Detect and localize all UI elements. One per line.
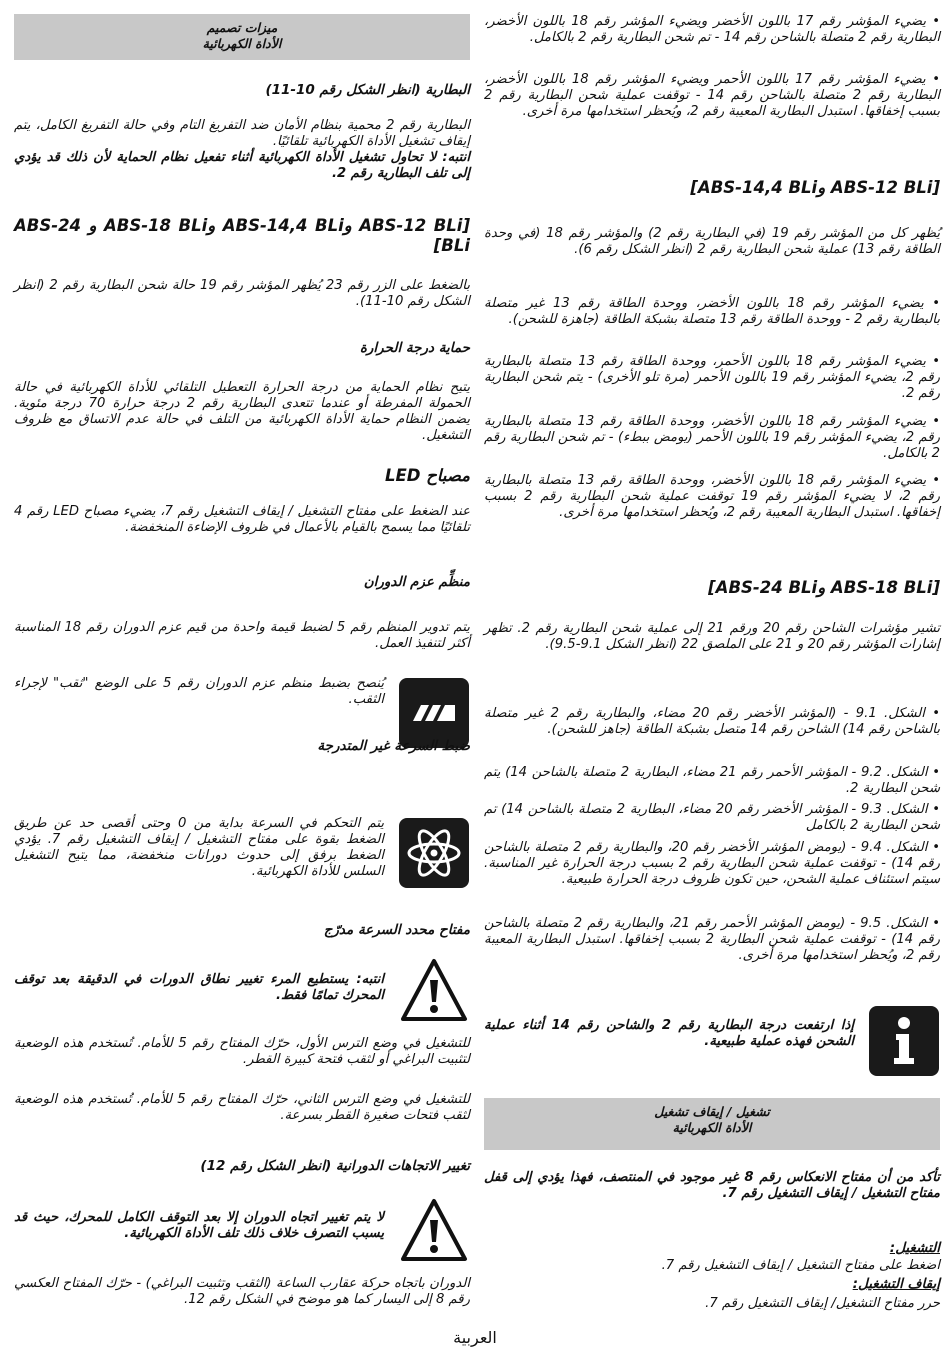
status-bullet: • الشكل. 9.5 - (يومض المؤشر الأحمر رقم 21، والبطارية رقم 2 متصلة بالشاحن رقم 14) - توقفت عملية شحن البطارية 2 بسبب إخفاقها. استبدل البطارية المعيبة رقم 2، ويُحظر استخدامها مرة أخرى.	[484, 916, 941, 963]
status-bullet: • الشكل. 9.2 - المؤشر الأحمر رقم 21 مضاء، البطارية 2 متصلة بالشاحن 14) يتم شحن البطارية 2.	[484, 765, 940, 796]
paragraph: للتشغيل في وضع الترس الأول، حرّك المفتاح رقم 5 للأمام. تُستخدم هذه الوضعية لتثبيت البراغي أو لثقب فتحة كبيرة القطر.	[14, 1036, 470, 1067]
warning-text: تأكد من أن مفتاح الانعكاس رقم 8 غير موجود في المنتصف، فهذا يؤدي إلى قفل مفتاح التشغيل / إيقاف التشغيل رقم 7.	[484, 1170, 940, 1201]
box-subtitle: الأداة الكهربائية	[202, 36, 282, 51]
warning-triangle-icon	[399, 956, 469, 1026]
status-bullet: • يضيء المؤشر رقم 17 باللون الأحمر ويضيء المؤشر رقم 18 باللون الأخضر، البطارية رقم 2 متصلة بالشاحن رقم 14 - توقفت عملية شحن البطارية رقم 2 بسبب إخفاقها. استبدل البطارية المعيبة رقم 2، ويُحظر استخدامها مرة أخرى.	[484, 72, 941, 119]
status-bullet: • الشكل. 9.3 - المؤشر الأخضر رقم 20 مضاء، البطارية 2 متصلة بالشاحن 14) تم شحن البطارية 2 بالكامل	[484, 802, 940, 833]
section-heading: [ABS-18 BLi وABS-24 BLi]	[708, 578, 940, 597]
paragraph: عند الضغط على مفتاح التشغيل / إيقاف التشغيل رقم 7، يضيء مصباح LED رقم 4 تلقائيًا مما يسمح بالقيام بالأعمال في ظروف الإضاءة المنخفضة.	[14, 504, 470, 535]
paragraph: البطارية رقم 2 محمية بنظام الأمان ضد التفريغ التام وفي حالة التفريغ الكامل، يتم إيقاف تشغيل الأداة الكهربائية تلقائيًا.	[14, 118, 470, 149]
section-heading: حماية درجة الحرارة	[359, 340, 470, 356]
box-title: ميزات تصميم	[206, 20, 278, 35]
status-bullet: • يضيء المؤشر رقم 18 باللون الأخضر، ووحدة الطاقة رقم 13 متصلة بالبطارية رقم 2، لا يضيء المؤشر رقم 19 توقفت عملية شحن البطارية رقم 2 بسبب إخفاقها. استبدل البطارية المعيبة رقم 2، ويُحظر استخدامها مرة أخرى.	[484, 473, 940, 520]
paragraph: تشير مؤشرات الشاحن رقم 20 ورقم 21 إلى عملية شحن البطارية رقم 2. تظهر إشارات المؤشر رقم 20 و 21 على الملصق 22 (انظر الشكل 9.1-9.5).	[484, 621, 941, 652]
box-title: تشغيل / إيقاف تشغيل	[654, 1104, 770, 1119]
page-footer-language: العربية	[453, 1328, 497, 1347]
section-heading: ضبط السرعة غير المتدرجة	[317, 738, 470, 754]
section-box-onoff	[484, 1098, 940, 1150]
warning-triangle-icon	[399, 1196, 469, 1266]
section-heading: مصباح LED	[384, 466, 470, 485]
paragraph: يُنصح بضبط منظم عزم الدوران رقم 5 على الوضع "ثقب" لإجراء الثقب.	[14, 676, 384, 707]
section-heading: مفتاح محدد السرعة مدرّج	[323, 922, 470, 938]
warning-text: انتبه: يستطيع المرء تغيير نطاق الدورات في الدقيقة بعد توقف المحرك تمامًا فقط.	[14, 972, 384, 1003]
status-bullet: • الشكل. 9.1 - (المؤشر الأخضر رقم 20 مضاء، والبطارية رقم 2 غير متصلة بالشاحن رقم 14) الشاحن رقم 14 متصل بشبكة الطاقة (جاهز للشحن).	[484, 706, 940, 737]
section-heading: البطارية (انظر الشكل رقم 10-11)	[265, 82, 470, 98]
paragraph: يُظهر كل من المؤشر رقم 19 (في البطارية رقم 2) والمؤشر رقم 18 (في وحدة الطاقة رقم 13) عملية شحن البطارية رقم 2 (انظر الشكل رقم 6).	[484, 226, 941, 257]
section-heading: [ABS-12 BLi وABS-14,4 BLi وABS-18 BLi و ABS-24 BLi]	[14, 216, 471, 255]
warning-text: انتبه: لا تحاول تشغيل الأداة الكهربائية أثناء تفعيل نظام الحماية لأن ذلك قد يؤدي إلى تلف البطارية رقم 2.	[14, 150, 470, 181]
info-icon	[869, 1006, 939, 1076]
section-box-design	[14, 14, 470, 60]
paragraph: بالضغط على الزر رقم 23 يُظهر المؤشر رقم 19 حالة شحن البطارية رقم 2 (انظر الشكل رقم 10-11).	[14, 278, 470, 309]
status-bullet: • الشكل. 9.4 - (يومض المؤشر الأخضر رقم 20، والبطارية رقم 2 متصلة بالشاحن رقم 14) - توقفت عملية شحن البطارية رقم 2 بسبب درجة الحرارة غير المناسبة. سيتم استئناف عملية الشحن، حين تكون ظروف درجة الحرارة طبيعية.	[484, 840, 940, 887]
on-text: اضغط على مفتاح التشغيل / إيقاف التشغيل رقم 7.	[661, 1258, 940, 1273]
status-bullet: • يضيء المؤشر رقم 18 باللون الأخضر، ووحدة الطاقة رقم 13 متصلة بالبطارية رقم 2، يضيء المؤشر رقم 19 باللون الأحمر (يومض ببطء) - تم شحن البطارية رقم 2 بالكامل.	[484, 414, 940, 461]
on-label: التشغيل:	[889, 1240, 940, 1256]
box-subtitle: الأداة الكهربائية	[672, 1120, 752, 1135]
paragraph: للتشغيل في وضع الترس الثاني، حرّك المفتاح رقم 5 للأمام. تُستخدم هذه الوضعية لثقب فتحات صغيرة القطر بسرعة.	[14, 1092, 471, 1123]
paragraph: يتم تدوير المنظم رقم 5 لضبط قيمة واحدة من قيم عزم الدوران رقم 18 المناسبة أكثر لتنفيذ العمل.	[14, 620, 470, 651]
paragraph: الدوران باتجاه حركة عقارب الساعة (الثقب وتثبيت البراغي) - حرّك المفتاح العكسي رقم 8 إلى اليسار كما هو موضح في الشكل رقم 12.	[14, 1276, 470, 1307]
status-bullet: • يضيء المؤشر رقم 18 باللون الأخضر، ووحدة الطاقة رقم 13 غير متصلة بالبطارية رقم 2 - ووحدة الطاقة رقم 13 متصلة بشبكة الطاقة (جاهزة للشحن).	[484, 296, 941, 327]
paragraph: يتيح نظام الحماية من درجة الحرارة التعطيل التلقائي للأداة الكهربائية في حالة الحمولة المفرطة أو عندما تتعدى البطارية رقم 2 درجة حرارة 70 درجة مئوية. يضمن النظام حماية الأداة الكهربائية من التلف في حالة عدم الاتساق مع ظروف التشغيل.	[14, 380, 470, 443]
off-text: حرر مفتاح التشغيل/ إيقاف التشغيل رقم 7.	[705, 1296, 940, 1311]
status-bullet: • يضيء المؤشر رقم 18 باللون الأحمر، ووحدة الطاقة رقم 13 متصلة بالبطارية رقم 2، يضيء المؤشر رقم 19 باللون الأحمر (مرة تلو الأخرى) - يتم شحن البطارية رقم 2.	[484, 354, 940, 401]
paragraph: يتم التحكم في السرعة بداية من 0 وحتى أقصى حد عن طريق الضغط بقوة على مفتاح التشغيل / إيقاف التشغيل رقم 7. يؤدي الضغط برفق إلى حدوث دورانات منخفضة، مما يتيح التشغيل السلس للأداة الكهربائية.	[14, 816, 385, 879]
warning-text: لا يتم تغيير اتجاه الدوران إلا بعد التوقف الكامل للمحرك، حيث قد يسبب التصرف خلاف ذلك تلف الأداة الكهربائية.	[14, 1210, 384, 1241]
atom-icon	[399, 818, 469, 888]
off-label: إيقاف التشغيل:	[852, 1276, 940, 1292]
section-heading: منظِّم عزم الدوران	[363, 574, 470, 590]
section-heading: تغيير الاتجاهات الدورانية (انظر الشكل رقم 12)	[200, 1158, 470, 1174]
info-note: إذا ارتفعت درجة البطارية رقم 2 والشاحن رقم 14 أثناء عملية الشحن فهذه عملية طبيعية.	[484, 1018, 854, 1049]
section-heading: [ABS-12 BLi وABS-14,4 BLi]	[690, 178, 940, 197]
status-bullet: • يضيء المؤشر رقم 17 باللون الأخضر ويضيء المؤشر رقم 18 باللون الأخضر، البطارية رقم 2 متصلة بالشاحن رقم 14 - تم شحن البطارية رقم 2 بالكامل.	[484, 14, 940, 45]
